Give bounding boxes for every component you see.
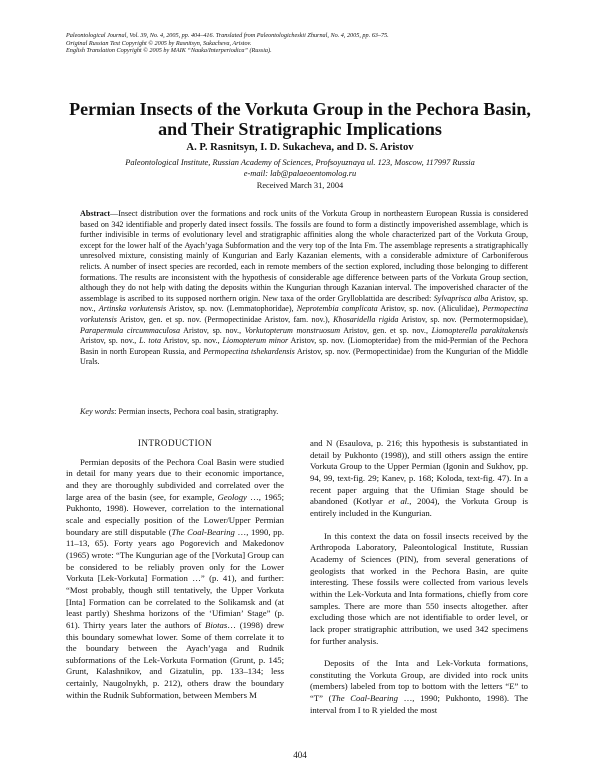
taxon-name: Sylvaprisca alba (433, 293, 489, 303)
body-paragraph (310, 438, 528, 520)
received-date: Received March 31, 2004 (256, 181, 344, 190)
paper-title (40, 99, 560, 139)
body-text: …, 1965; Pukhonto, 1998). However, correlation to the international scale and especially position of the Lower/Upper Permian boundary are still disputable ( (66, 491, 284, 537)
header-copyright-translation: English Translation Copyright © 2005 by MAIK “Nauka/Interperiodica” (Russia). (66, 47, 272, 55)
abstract-text: Aristov, sp. nov., (80, 293, 528, 314)
abstract-text: Aristov, sp. nov. (Aliculidae), (377, 304, 483, 314)
header-copyright-original: Original Russian Text Copyright © 2005 by Rasnitsyn, Sukacheva, Aristov. (66, 39, 252, 47)
abstract-text: Aristov, sp. nov., (180, 325, 245, 335)
abstract-text: Aristov, sp. nov., (161, 336, 223, 346)
abstract-text: Aristov, gen. et sp. nov. (Permopectinidae Aristov, fam. nov.), (116, 314, 334, 324)
body-paragraph: In this context the data on fossil insects received by the Arthropoda Laboratory, Paleontological Institute, Russian Academy of Sciences (PIN), from several generations of geologists that worked in the Pechora Basin, are quite interesting. These fossils were collected from various levels within the Lek-Vorkuta and Inta formations, chiefly from core samples. There are more than 550 insects altogether. after excluding those which are not identifiable to order level, or lack proper stratigraphic attribution, we used 342 specimens for further analysis. (310, 530, 528, 646)
body-text: …, 1990, pp. 11–13, 65). Forty years ago Pogorevich and Makedonov (1965) wrote: “The Kungurian age of the [Vorkuta] Group can be considered to be reliably proven only for the Lower Vorkuta [Lek-Vorkuta] Formation …” (p. 41), and further: “Most probably, though still tentatively, the Upper Vorkuta [Inta] Formation can be correlated to the Solikamsk and (at least partly) Sheshma horizons of the ‘Ufimian’ Stage” (p. 61). Thirty years later the authors of (66, 526, 284, 630)
title-line-2: and Their Stratigraphic Implications (158, 119, 442, 139)
abstract-text: —Insect distribution over the formations and rock units of the Vorkuta Group in northeastern European Russia is considered based on 342 identifiable and properly dated insect fossils. The fossils are found to form a distinctly impoverished assemblage, which is further indivisible in terms of evolutionary level and stratigraphic affinities along the whole characterized part of the Vorkuta Group, except for the lower half of the Ayach’yaga Subformation and the very top of the Inta Fm. The assemblage represents a stratigraphically unresolved mixture, consisting mainly of Kungurian and Early Kazanian elements, with a considerable admixture of Carboniferous relicts. A number of insect species are recorded, each in remote members of the section explored, including those belonging to different formations. The results are inconsistent with the hypothesis of considerable age difference between parts of the Vorkuta Group section, although they do not help with dating the deposits within the Kungurian through Kazanian interval. The impoverished character of the assemblage is ascribed to its supposed northern origin. New taxa of the order Grylloblattida are described: (80, 209, 528, 303)
abstract-text: Aristov, sp. nov. (Liomopteridae) from the mid-Permian of the Pechora Basin in north European Russia, and (80, 336, 529, 356)
taxon-name: Vorkutopterum monstruosum (244, 325, 341, 335)
citation-title: Geology (217, 491, 247, 502)
abstract-text: Aristov, gen. et sp. nov., (340, 325, 432, 335)
abstract (80, 209, 528, 368)
taxon-name: L. tota (139, 336, 161, 346)
taxon-name: Permopectina tshekardensis (203, 346, 295, 356)
body-paragraph (310, 658, 528, 716)
right-column (310, 438, 528, 716)
taxon-name: Artinska vorkutensis (98, 304, 167, 314)
title-line-1: Permian Insects of the Vorkuta Group in the Pechora Basin, (69, 99, 531, 119)
body-paragraph (66, 457, 284, 702)
taxon-name: Parapermula circummaculosa (80, 325, 180, 335)
citation-title: Biotas (205, 619, 228, 630)
keywords-label: Key words (80, 407, 115, 416)
keywords (80, 407, 528, 416)
abstract-text: Aristov, sp. nov. (Permopectinidae) from the Kungurian of the Middle Urals. (80, 346, 529, 367)
abstract-label: Abstract (80, 209, 111, 218)
body-text-italic: et al. (388, 496, 410, 507)
header-citation: Paleontological Journal, Vol. 39, No. 4, 2005, pp. 404–416. Translated from Paleontologicheskii Zhurnal, No. 4, 2005, pp. 63–75. (66, 32, 389, 39)
abstract-text: Aristov, sp. nov., (80, 336, 140, 346)
journal-header (66, 32, 546, 55)
taxon-name: Liomopterella parakitakensis (431, 325, 529, 335)
affiliation-block (40, 157, 560, 179)
author-list: A. P. Rasnitsyn, I. D. Sukacheva, and D. S. Aristov (186, 142, 414, 153)
taxon-name: Permopectina vorkutensis (80, 304, 529, 324)
body-text: …, 1990; Pukhonto, 1998). The interval from I to R yielded the most (310, 693, 529, 715)
body-text: … (1998) drew this boundary somewhat lower. Some of them correlate it to the boundary between the Ayach’yaga and Rudnik subformations of the Lek-Vorkuta Formation (Grunt, p. 145; Grunt, Kalashnikov, and Gizatulin, pp. 133–134; less certainly, Naugolnykh, p. 212), others draw the boundary within the Rudnik Subformation, between Members M (66, 619, 285, 700)
citation-title: The Coal-Bearing (171, 526, 235, 537)
taxon-name: Khosaridella rigida (333, 314, 399, 324)
affiliation: Paleontological Institute, Russian Academy of Sciences, Profsoyuznaya ul. 123, Moscow, 117997 Russia (125, 158, 475, 167)
taxon-name: Liomopterum minor (222, 336, 289, 346)
taxon-name: Neprotembia complicata (296, 304, 378, 314)
body-text: and N (Esaulova, p. 216; this hypothesis is substantiated in detail by Pukhonto (1998)), and still others assign the entire Vorkuta Group to the Upper Permian (Igonin and Sukhov, pp. 94, 99, text-fig. 29; Kanev, p. 168; Koloda, text-fig. 47). In a recent paper arguing that the Ufimian Stage should be abandoned (Kotlyar (310, 438, 528, 507)
body-text: Deposits of the Inta and Lek-Vorkuta formations, constituting the Vorkuta Group, are divided into rock units (members) labeled from top to bottom with the letters “E” to “T” ( (310, 658, 528, 704)
body-text: , 2004), the Vorkuta Group is entirely included in the Kungurian. (310, 496, 528, 518)
keywords-text: : Permian insects, Pechora coal basin, stratigraphy. (114, 407, 279, 416)
contact-email: e-mail: lab@palaeoentomolog.ru (243, 169, 357, 178)
abstract-text: Aristov, sp. nov. (Permotermopsidae), (398, 314, 528, 324)
left-column (66, 438, 284, 701)
abstract-text: Aristov, sp. nov. (Lemmatophoridae), (166, 304, 297, 314)
section-heading-introduction: INTRODUCTION (137, 438, 213, 448)
citation-title: The Coal-Bearing (331, 693, 398, 704)
body-text: Permian deposits of the Pechora Coal Basin were studied in detail for many years due to their economic importance, and they are thoroughly subdivided and correlated over the large area of the basin (see, for example, (66, 456, 284, 502)
page-number: 404 (293, 750, 307, 760)
